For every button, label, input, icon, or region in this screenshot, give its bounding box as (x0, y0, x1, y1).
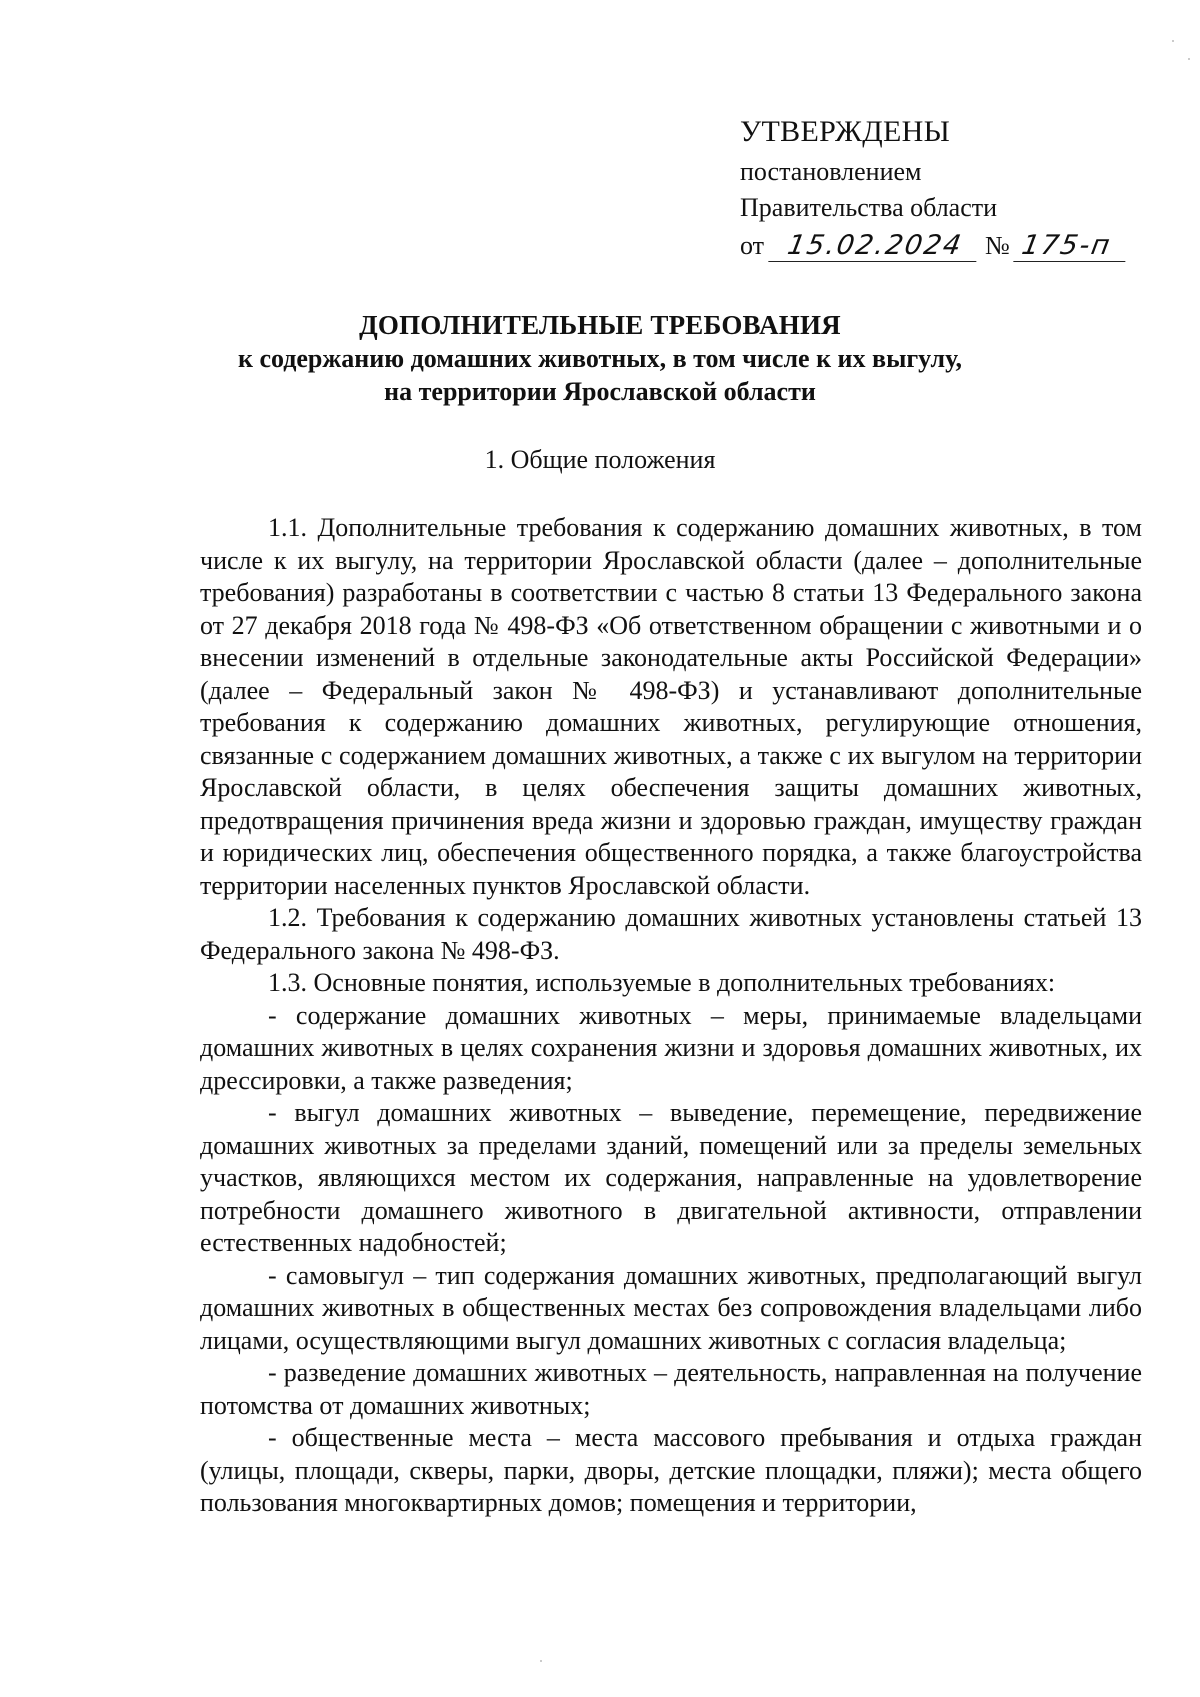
title-line-3: на территории Ярославской области (384, 377, 816, 406)
approval-block (740, 110, 1160, 266)
definition-walking: - выгул домашних животных – выведение, перемещение, передвижение домашних животных за пределами зданий, помещений или за пределы земельных участков, являющихся местом их содержания, направленные на удовлетворение потребности домашнего животного в двигательной активности, отправлении естественных надобностей; (200, 1098, 1142, 1257)
definition-self-walking: - самовыгул – тип содержания домашних животных, предполагающий выгул домашних животных в общественных местах без сопровождения владельцами либо лицами, осуществляющими выгул домашних животных с согласия владельца; (200, 1260, 1142, 1355)
document-body (200, 512, 1142, 1520)
paragraph-1-2: 1.2. Требования к содержанию домашних животных установлены статьей 13 Федерального закона № 498-ФЗ. (200, 903, 1142, 965)
title-line-2: к содержанию домашних животных, в том числе к их выгулу, (237, 344, 963, 373)
definition-keeping: - содержание домашних животных – меры, принимаемые владельцами домашних животных в целях сохранения жизни и здоровья домашних животных, их дрессировки, а также разведения; (200, 1000, 1142, 1095)
from-label: от (740, 231, 765, 260)
scan-speck (1188, 58, 1190, 60)
paragraph-1-1: 1.1. Дополнительные требования к содержанию домашних животных, в том числе к их выгулу, на территории Ярославской области (далее – дополнительные требования) разработаны в соответствии с частью 8 статьи 13 Федерального закона от 27 декабря 2018 года № 498-ФЗ «Об ответственном обращении с животными и о внесении изменений в отдельные законодательные акты Российской Федерации» (далее – Федеральный закон № 498-ФЗ) и устанавливают дополнительные требования к содержанию домашних животных, регулирующие отношения, связанные с содержанием домашних животных, а также с их выгулом на территории Ярославской области, в целях обеспечения защиты домашних животных, предотвращения причинения вреда жизни и здоровью граждан, имуществу граждан и юридических лиц, обеспечения общественного порядка, а также благоустройства территории населенных пунктов Ярославской области. (200, 513, 1142, 900)
title-line-1: ДОПОЛНИТЕЛЬНЫЕ ТРЕБОВАНИЯ (359, 310, 841, 340)
number-label: № (985, 231, 1010, 260)
approval-line-government: Правительства области (740, 193, 998, 222)
handwritten-number: 175-п (1014, 231, 1131, 262)
scan-speck (1172, 40, 1174, 42)
paragraph-1-3: 1.3. Основные понятия, используемые в дополнительных требованиях: (268, 968, 1056, 997)
approval-line-resolution: постановлением (740, 157, 922, 186)
document-title (100, 308, 1100, 408)
definition-breeding: - разведение домашних животных – деятельность, направленная на получение потомства от домашних животных; (200, 1358, 1142, 1420)
approval-title: УТВЕРЖДЕНЫ (740, 115, 951, 148)
handwritten-date: 15.02.2024 (768, 231, 981, 262)
scan-speck (540, 1660, 542, 1662)
section-heading: 1. Общие положения (484, 445, 716, 474)
approval-date-row (740, 226, 1160, 266)
definition-public-places: - общественные места – места массового пребывания и отдыха граждан (улицы, площади, скверы, парки, дворы, детские площадки, пляжи); места общего пользования многоквартирных домов; помещения и территории, (200, 1423, 1142, 1517)
